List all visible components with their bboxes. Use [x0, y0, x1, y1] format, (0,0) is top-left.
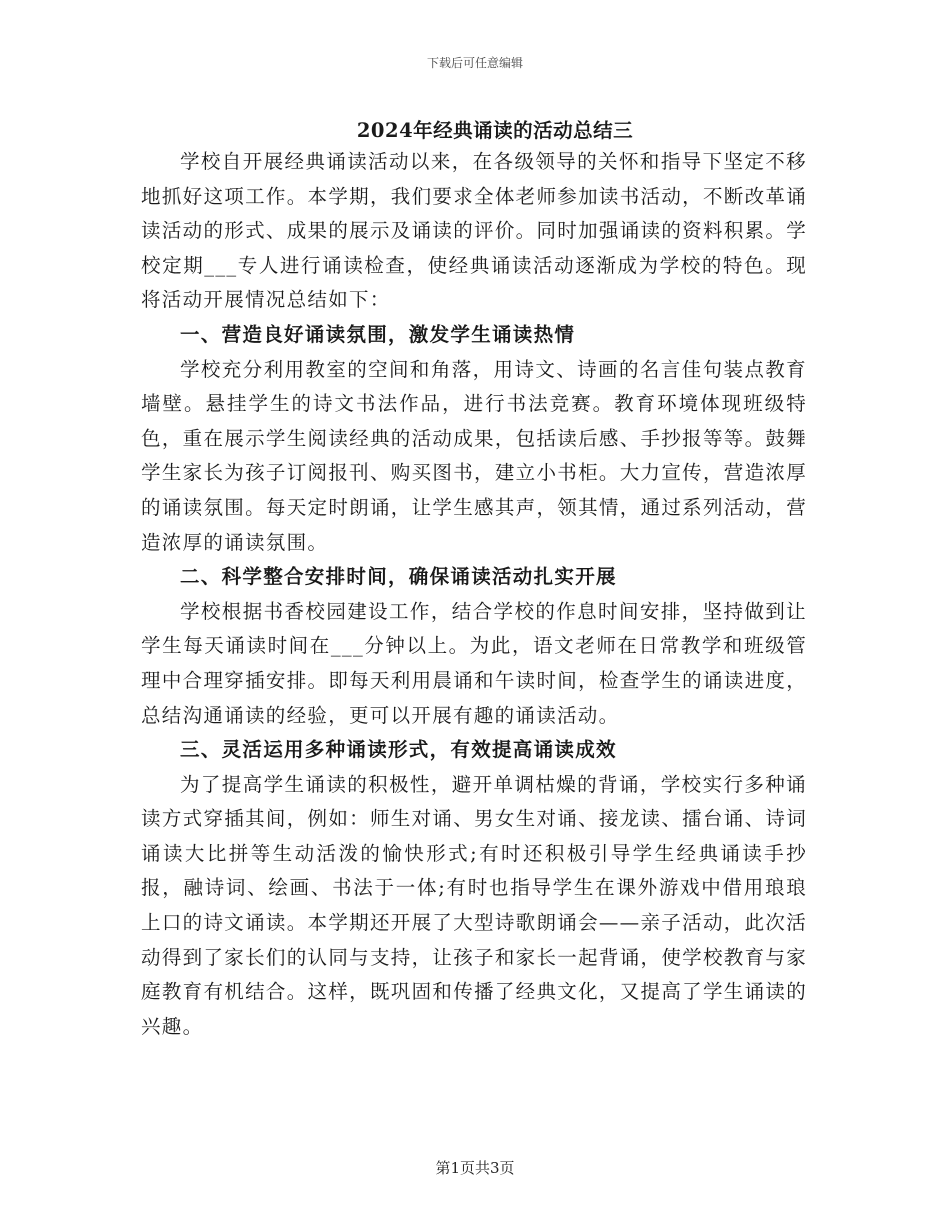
paragraph-section-1: 学校充分利用教室的空间和角落，用诗文、诗画的名言佳句装点教育墙壁。悬挂学生的诗文书法作品，进行书法竞赛。教育环境体现班级特色，重在展示学生阅读经典的活动成果，包括读后感、手抄报等等。鼓舞学生家长为孩子订阅报刊、购买图书，建立小书柜。大力宣传，营造浓厚的诵读氛围。每天定时朗诵，让学生感其声，领其情，通过系列活动，营造浓厚的诵读氛围。	[141, 357, 807, 554]
header-note: 下载后可任意编辑	[426, 56, 523, 70]
paragraph-intro: 学校自开展经典诵读活动以来，在各级领导的关怀和指导下坚定不移地抓好这项工作。本学期，我们要求全体老师参加读书活动，不断改革诵读活动的形式、成果的展示及诵读的评价。同时加强诵读的资料积累。学校定期___专人进行诵读检查，使经典诵读活动逐渐成为学校的特色。现将活动开展情况总结如下：	[141, 150, 807, 312]
paragraph-section-3: 为了提高学生诵读的积极性，避开单调枯燥的背诵，学校实行多种诵读方式穿插其间，例如：师生对诵、男女生对诵、接龙读、擂台诵、诗词诵读大比拼等生动活泼的愉快形式;有时还积极引导学生经典诵读手抄报，融诗词、绘画、书法于一体;有时也指导学生在课外游戏中借用琅琅上口的诗文诵读。本学期还开展了大型诗歌朗诵会——亲子活动，此次活动得到了家长们的认同与支持，让孩子和家长一起背诵，使学校教育与家庭教育有机结合。这样，既巩固和传播了经典文化，又提高了学生诵读的兴趣。	[141, 772, 807, 1038]
section-heading-3: 三、灵活运用多种诵读形式，有效提高诵读成效	[180, 738, 617, 762]
paragraph-section-2: 学校根据书香校园建设工作，结合学校的作息时间安排，坚持做到让学生每天诵读时间在___分钟以上。为此，语文老师在日常教学和班级管理中合理穿插安排。即每天利用晨诵和午读时间，检查学生的诵读进度，总结沟通诵读的经验，更可以开展有趣的诵读活动。	[141, 599, 807, 727]
section-heading-1: 一、营造良好诵读氛围，激发学生诵读热情	[180, 322, 576, 346]
page-footer: 第1页共3页	[435, 1159, 515, 1177]
section-heading-2: 二、科学整合安排时间，确保诵读活动扎实开展	[180, 565, 617, 589]
document-body	[141, 145, 807, 1044]
document-title: 2024年经典诵读的活动总结三	[356, 119, 634, 142]
